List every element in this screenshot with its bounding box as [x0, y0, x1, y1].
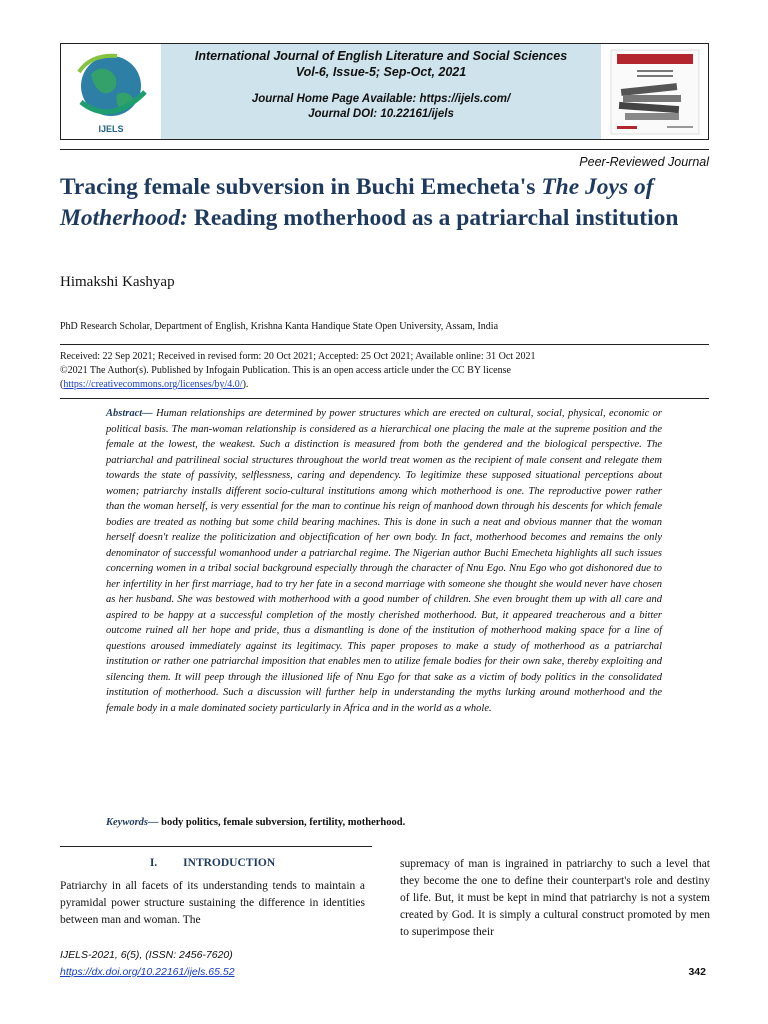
header-divider [60, 149, 709, 150]
keywords-label: Keywords— [106, 817, 159, 828]
title-book-name: The Joys of Motherhood: [60, 174, 654, 231]
page-number: 342 [688, 966, 706, 978]
journal-logo [61, 44, 161, 139]
dates-top-divider [60, 344, 709, 345]
footer-doi-link[interactable]: https://dx.doi.org/10.22161/ijels.65.52 [60, 966, 235, 978]
keywords [106, 817, 405, 828]
dates-bottom-divider [60, 398, 709, 399]
abstract-text: Human relationships are determined by power structures which are erected on cultural, social, physical, economic or political basis. The man-woman relationship is considered as a hierarchical one placing the male at the supreme position and the female at the lowest, the weakest. Such a distinction is measured from both the gendered and the biological perspective. The patriarchal and patrilineal social structures throughout the world treat women as the recipient of male consent and relegate them towards the state of passivity, selflessness, caring and dependency. To legitimize these supposed situational perceptions about women; patriarchy installs different socio-cultural institutions among which motherhood is one. The reproductive power rather than the woman herself, is very essential for the man to continue his reign of manhood down through his descents for which female bodies are treated as nothing but some child bearing machines. This is done in such a neat and obvious manner that the woman herself doesn't realize the politicization and objectification of her own body. In fact, motherhood becomes and remains the only denominator of successful womanhood under a patriarchal regime. The Nigerian author Buchi Emecheta highlights all such issues concerning women in a tribal social background especially through the character of Nnu Ego. Nnu Ego who got dishonored due to her infertility in her first marriage, had to try her fate in a second marriage with someone she thought she would never have chosen as her husband. She was bestowed with motherhood with a good number of children. She even brought them up with all care and aspired to be happy at a successful completion of the mostly cherished motherhood. But, it appeared treacherous and a bitter outcome ruined all her hope and pride, thus a dismantling is done of the institution of motherhood making space for a line of questions aroused immediately against its legitimacy. This paper proposes to make a study of motherhood as a patriarchal institution or rather one patriarchal imposition that enables men to utilize female bodies for their own sake, thereby exploiting and silencing them. It will peep through the illusioned life of Nnu Ego for that sake as a victim of body politics in the consolidated institution of motherhood. Such a discussion will further help in understanding the myths lurking around motherhood and the female body in a male dominated society particularly in Africa and in the world as a whole. [106, 408, 662, 714]
journal-header [60, 43, 709, 140]
received-dates: Received: 22 Sep 2021; Received in revised form: 20 Oct 2021; Accepted: 25 Oct 2021; Available online: 31 Oct 2021 [60, 351, 536, 362]
peer-reviewed-label: Peer-Reviewed Journal [579, 155, 709, 169]
copyright-line: ©2021 The Author(s). Published by Infogain Publication. This is an open access article under the CC BY license [60, 365, 511, 376]
journal-cover-image [607, 48, 703, 136]
license-link[interactable]: https://creativecommons.org/licenses/by/4.0/ [63, 379, 243, 390]
journal-doi: Journal DOI: 10.22161/ijels [308, 108, 454, 120]
title-part-2: Reading motherhood as a patriarchal institution [187, 205, 679, 231]
section-divider [60, 846, 372, 847]
abstract [106, 406, 662, 716]
author-affiliation: PhD Research Scholar, Department of English, Krishna Kanta Handique State Open University, Assam, India [60, 321, 499, 332]
author-name: Himakshi Kashyap [60, 274, 175, 290]
keywords-text: body politics, female subversion, fertility, motherhood. [158, 817, 406, 828]
article-title [60, 172, 710, 234]
journal-info-band [161, 44, 601, 139]
body-text-left-column: Patriarchy in all facets of its understanding tends to maintain a pyramidal power structure sustaining the difference in identities between man and woman. The [60, 880, 365, 926]
section-heading [60, 857, 365, 869]
section-number: I. [149, 857, 158, 869]
article-dates [60, 350, 710, 392]
abstract-label: Abstract— [106, 408, 153, 419]
title-part-1: Tracing female subversion in Buchi Emecheta's [60, 174, 542, 200]
journal-name: International Journal of English Literature and Social Sciences [194, 49, 568, 63]
journal-home-page: Journal Home Page Available: https://ijels.com/ [251, 93, 511, 105]
svg-text:IJELS: IJELS [98, 124, 124, 134]
license-line: (https://creativecommons.org/licenses/by/4.0/). [60, 379, 249, 390]
body-text-right-column: supremacy of man is ingrained in patriarchy to such a level that they become the one to define their counterpart's role and destiny of life. But, it must be kept in mind that patriarchy is not a system created by God. It is simply a cultural construct promoted by men to superimpose their [400, 858, 710, 938]
footer-citation: IJELS-2021, 6(5), (ISSN: 2456-7620) [60, 949, 233, 961]
journal-volume: Vol-6, Issue-5; Sep-Oct, 2021 [295, 65, 467, 79]
section-title: INTRODUCTION [183, 857, 276, 869]
